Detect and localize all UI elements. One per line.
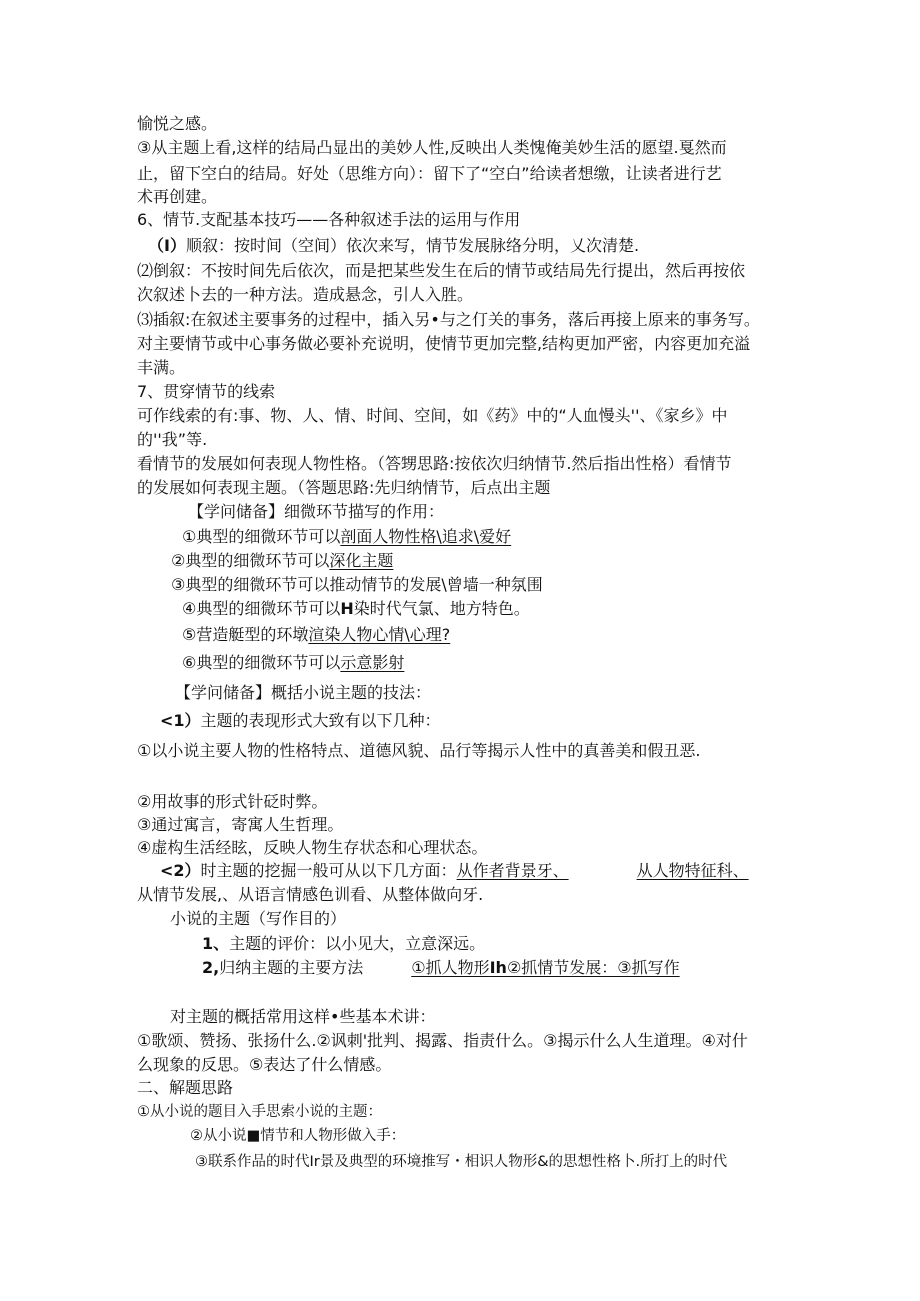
text-line: ④虚构生活经眩，反映人物生存状态和心理状态。 xyxy=(137,838,488,857)
text-line: 的''我”等. xyxy=(137,430,208,449)
text-span: ⑥典型的细微环节可以 xyxy=(182,653,341,672)
text-line: 可作线索的有:事、物、人、情、时间、空间，如《药》中的“人血慢头''、《家乡》中 xyxy=(137,406,728,425)
section-heading: 6、情节.支配基本技巧——各种叙述手法的运用与作用 xyxy=(137,210,521,229)
text-span: 时主题的挖掘一般可从以下几方面： xyxy=(200,861,457,880)
text-line: 愉悦之感。 xyxy=(137,114,218,133)
text-span: 染时代气氯、地方特色。 xyxy=(353,599,530,618)
knowledge-heading: 【学问储备】概括小说主题的技法： xyxy=(175,683,432,702)
text-line xyxy=(182,624,450,646)
underlined-text: 渲染人物心情\心理? xyxy=(308,625,451,644)
list-marker: <2） xyxy=(160,861,201,880)
text-span: 顺叙：按时间（空间）依次来写，情节发展脉络分明，乂次清楚. xyxy=(185,236,640,255)
text-line: ②从小说■情节和人物形做入手： xyxy=(190,1128,406,1144)
text-span: H xyxy=(340,599,354,618)
knowledge-heading: 【学问储备】细微环节描写的作用： xyxy=(188,502,445,521)
text-line: ①以小说主要人物的性格特点、道德风貌、品行等揭示人性中的真善美和假丑恶. xyxy=(137,741,701,760)
underlined-text: 从作者背景牙、 从人物特征科、 xyxy=(456,861,749,880)
section-heading: 二、解题思路 xyxy=(137,1078,234,1097)
list-marker: 1、 xyxy=(202,934,230,953)
text-line: 对主题的概括常用这样•些基本术讲： xyxy=(170,1007,436,1026)
list-marker: 2, xyxy=(202,958,220,977)
text-line: ①从小说的题目入手思索小说的主题： xyxy=(137,1104,382,1120)
text-line: 止，留下空白的结局。好处（思维方向）：留下了“空白”给读者想缴，让读者进行艺 xyxy=(137,164,722,183)
text-line: ①歌颂、赞扬、张扬什么.②讽刺'批判、揭露、指责什么。③揭示什么人生道理。④对什 xyxy=(137,1031,748,1050)
text-span: 主题的评价：以小见大，立意深远。 xyxy=(229,934,486,953)
underlined-text: 示意影射 xyxy=(340,653,405,672)
list-marker: （I） xyxy=(148,236,186,255)
text-line xyxy=(182,652,404,674)
text-line xyxy=(160,860,749,882)
text-line: ②用故事的形式针砭时弊。 xyxy=(137,792,328,811)
text-line xyxy=(182,598,530,620)
subheading: 小说的主题（写作目的） xyxy=(170,909,347,928)
underlined-text: 剖面人物性格\追求\爱好 xyxy=(340,527,512,546)
text-line: ③从主题上看,这样的结局凸显出的美妙人性,反映出人类愧俺美妙生活的愿望.戛然而 xyxy=(137,138,727,157)
text-line: ③联系作品的时代Ir景及典型的环境推写・相识人物形&的思想性格卜.所打上的时代 xyxy=(195,1154,728,1170)
text-line: 么现象的反思。⑤表达了什么情感。 xyxy=(137,1055,392,1074)
text-line: 从情节发展,、从语言情感色训看、从整体做向牙. xyxy=(137,885,484,904)
text-line: 次叙述卜去的一种方法。造成悬念，引人入胜。 xyxy=(137,285,474,304)
text-line xyxy=(202,933,485,955)
text-line: ③典型的细微环节可以推动情节的发展\曾墙一种氛围 xyxy=(171,575,543,594)
text-line xyxy=(160,710,441,732)
text-line xyxy=(182,526,511,548)
text-span: ①典型的细微环节可以 xyxy=(182,527,341,546)
text-line xyxy=(202,957,680,979)
text-line: ③通过寓言，寄寓人生哲理。 xyxy=(137,815,344,834)
text-line: 术再创建。 xyxy=(137,187,218,206)
text-line: 丰满。 xyxy=(137,358,186,377)
underlined-text: ①抓人物形Ih②抓情节发展：③抓写作 xyxy=(411,958,680,977)
text-line: ⑵倒叙：不按时间先后依次，而是把某些发生在后的情节或结局先行提出，然后再按依 xyxy=(137,261,746,280)
text-span: ⑤营造艇型的环墩 xyxy=(182,625,309,644)
text-line: ⑶插叙:在叙述主要事务的过程中，插入另•与之仃关的事务，落后再接上原来的事务写。 xyxy=(137,310,760,329)
text-line xyxy=(171,550,393,572)
text-line: 看情节的发展如何表现人物性格。（答甥思路:按依次归纳情节.然后指出性格）看情节 xyxy=(137,454,732,473)
text-span: ④典型的细微环节可以 xyxy=(182,599,341,618)
text-span: ②典型的细微环节可以 xyxy=(171,551,330,570)
text-line: 的发展如何表现主题。（答题思路:先归纳情节，后点出主题 xyxy=(137,478,551,497)
text-line: 对主要情节或中心事务做必要补充说明，使情节更加完整,结构更加严密，内容更加充溢 xyxy=(137,334,751,353)
underlined-text: 深化主题 xyxy=(329,551,394,570)
text-span: 主题的表现形式大致有以下几种： xyxy=(200,711,441,730)
section-heading: 7、贯穿情节的线索 xyxy=(137,382,276,401)
text-span: 归纳主题的主要方法 xyxy=(219,958,364,977)
list-marker: <1） xyxy=(160,711,201,730)
text-line xyxy=(148,235,639,257)
